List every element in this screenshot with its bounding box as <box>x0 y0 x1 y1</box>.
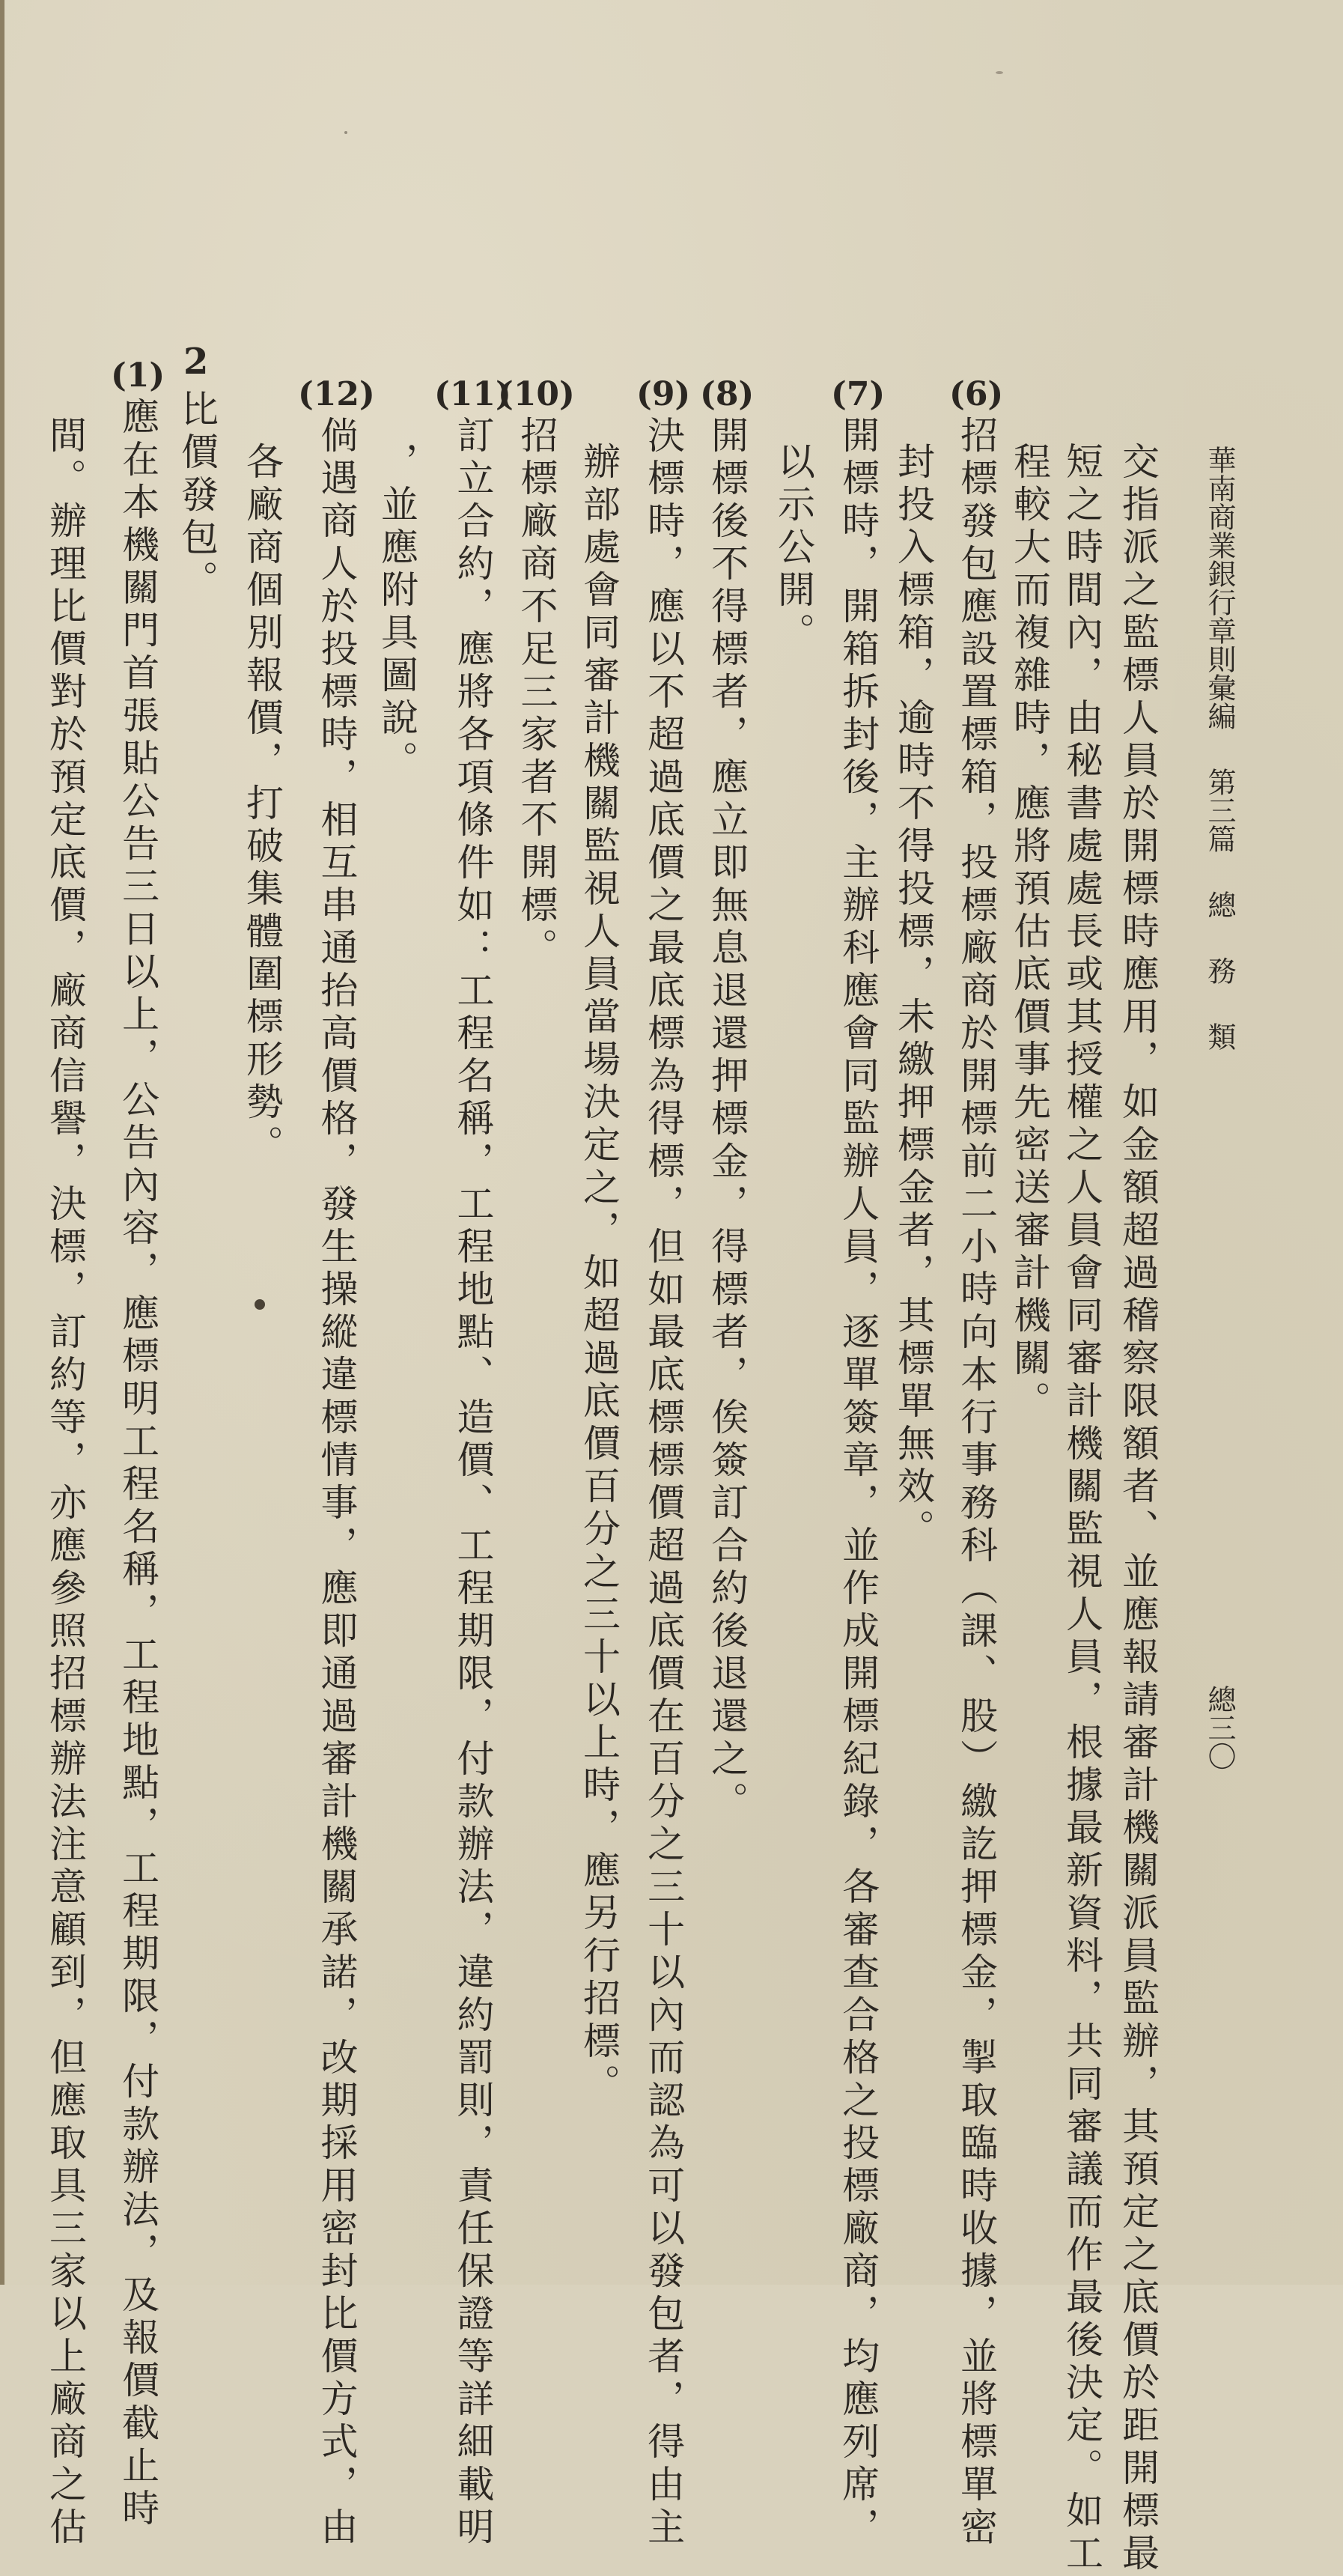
category-char-3: 類 <box>1203 1022 1236 1051</box>
text-line: 應在本機關門首張貼公告三日以上，公告內容，應標明工程名稱，工程地點，工程期限，付款辦法，及報價截止時 <box>116 397 160 2531</box>
text-line: ，並應附具圖說。 <box>375 442 418 783</box>
text-line: 訂立合約，應將各項條件如：工程名稱，工程地點、造價、工程期限，付款辦法，違約罰則，責任保證等詳細載明 <box>451 416 495 2550</box>
text-line: 倘遇商人於投標時，相互串通抬高價格，發生操縱違標情事，應即通過審計機關承諾，改期採用密封比價方式，由 <box>314 416 359 2550</box>
text-line: 開標後不得標者，應立即無息退還押標金，得標者，俟簽訂合約後退還之。 <box>705 416 749 1824</box>
text-line: 開標時，開箱拆封後，主辦科應會同監辦人員，逐單簽章，並作成開標紀錄，各審查合格之投標廠商，均應列席， <box>836 416 880 2550</box>
text-line: 短之時間內，由秘書處處長或其授權之人員會同審計機關監視人員，根據最新資料，共同審議而作最後決定。如工 <box>1060 442 1103 2576</box>
section-title: 比價發包。 <box>175 389 219 603</box>
page-spine-edge <box>0 0 4 2285</box>
item-number: (11) <box>434 375 511 413</box>
list-item-12 <box>298 375 375 2550</box>
item-number: (8) <box>700 375 755 413</box>
text-line: 招標發包應設置標箱，投標廠商於開標前二小時向本行事務科（課、股）繳訖押標金，掣取臨時收據，並將標單密 <box>954 416 999 2550</box>
text-line: 封投入標箱，逾時不得投標，未繳押標金者，其標單無效。 <box>892 442 935 1552</box>
book-title: 華南商業銀行章則彙編 <box>1203 446 1236 730</box>
running-header <box>1205 446 1234 1051</box>
section-number: 2 <box>183 341 209 383</box>
item-number: (9) <box>636 375 691 413</box>
list-item-6 <box>949 375 1004 2550</box>
page-number: 總三〇 <box>1203 1685 1236 1770</box>
text-line: 交指派之監標人員於開標時應用，如金額超過稽察限額者、並應報請審計機關派員監辦，其預定之底價於距開標最 <box>1116 442 1160 2576</box>
item-number: (6) <box>949 375 1004 413</box>
list-item-11 <box>434 375 511 2550</box>
item-number: (10) <box>498 375 575 413</box>
item-number: (1) <box>111 356 165 395</box>
list-item-9 <box>636 375 691 2550</box>
part-title: 第三篇 <box>1203 768 1236 853</box>
paper-speck <box>255 1299 265 1310</box>
item-number: (7) <box>831 375 886 413</box>
text-line: 決標時，應以不超過底價之最底標為得標，但如最底標標價超過底價在百分之三十以內而認為可以發包者，得由主 <box>642 416 686 2550</box>
text-line: 程較大而複雜時，應將預估底價事先密送審計機關。 <box>1008 442 1051 1424</box>
text-line: 辦部處會同審計機關監視人員當場決定之，如超過底價百分之三十以上時，應另行招標。 <box>577 442 621 2106</box>
text-line: 各廠商個別報價，打破集體圍標形勢。 <box>240 442 284 1167</box>
paper-speck <box>996 71 1003 74</box>
text-line: 以示公開。 <box>772 442 815 655</box>
text-line: 間。辦理比價對於預定底價，廠商信譽，決標，訂約等，亦應參照招標辦法注意顧到，但應取具三家以上廠商之估 <box>43 416 87 2550</box>
list-item-7 <box>831 375 886 2550</box>
list-item-8 <box>700 375 755 1824</box>
paper-speck <box>344 131 347 134</box>
section2-list-item-1 <box>111 356 165 2531</box>
text-line: 招標廠商不足三家者不開標。 <box>514 416 558 970</box>
item-number: (12) <box>298 375 375 413</box>
category-char-2: 務 <box>1203 956 1236 985</box>
category-char-1: 總 <box>1203 890 1236 919</box>
